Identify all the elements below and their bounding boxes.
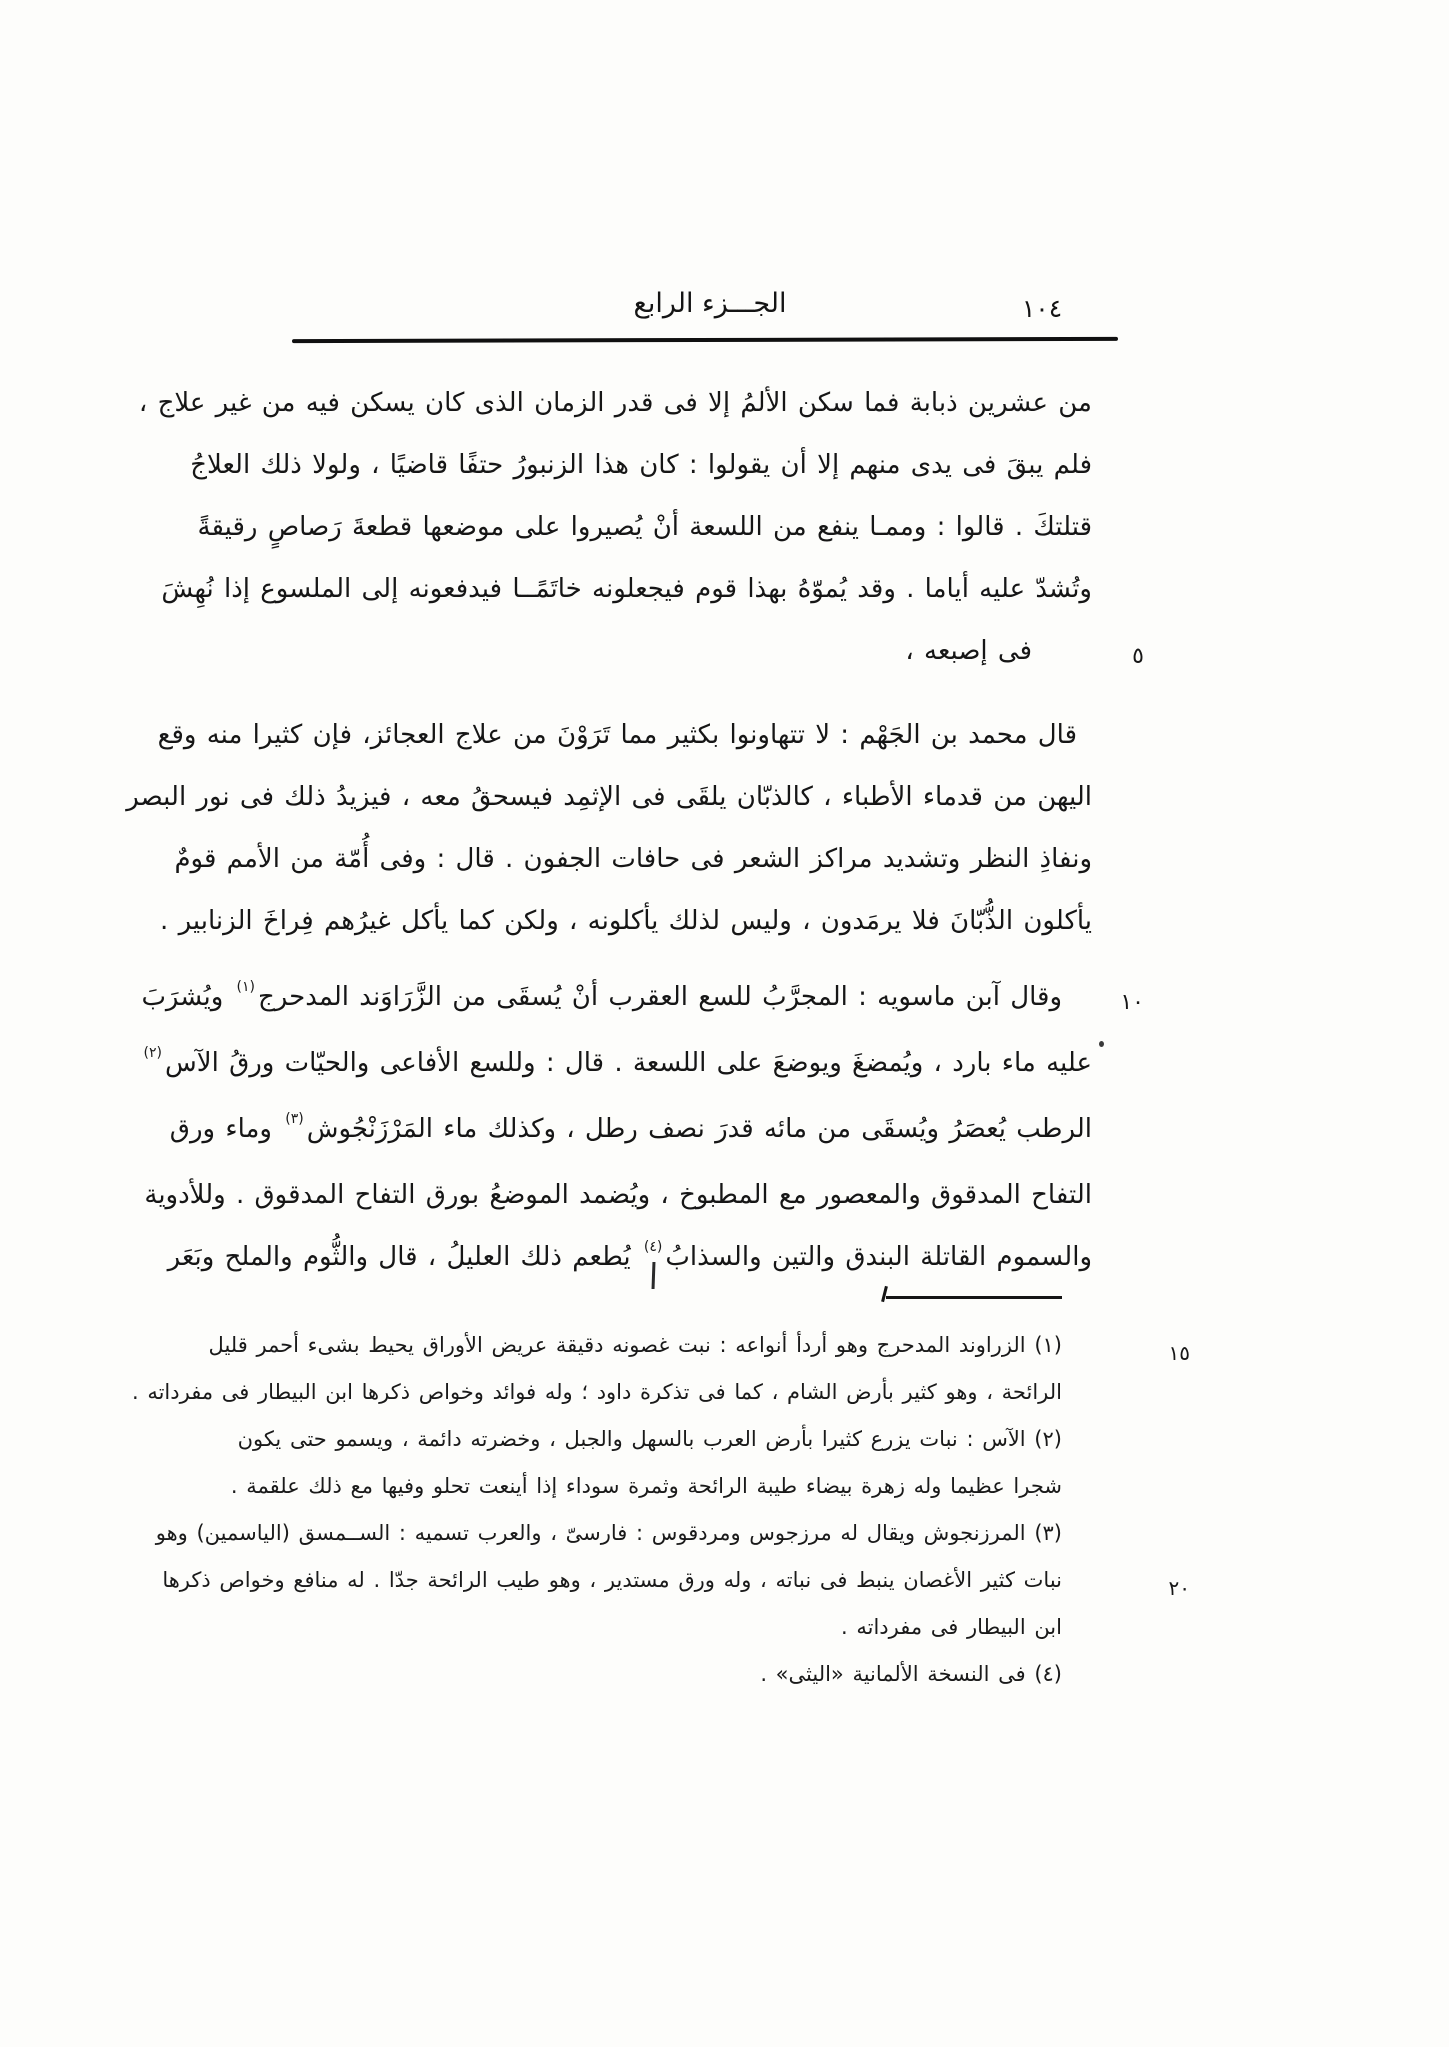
margin-line-number: ١٥ [1168,1341,1190,1365]
print-speck [1099,1041,1104,1047]
footnotes [131,1322,1190,1698]
footnote-line [131,1369,1062,1416]
text-run: والسموم القاتلة البندق والتين والسذابُ [665,1242,1092,1272]
header-rule [292,337,1118,343]
body-line [160,890,1092,952]
margin-line-number: ٥ [1132,644,1144,669]
margin-line-number: ٢٠ [1168,1576,1190,1600]
volume-title: الجـــزء الرابع [633,288,787,319]
body-line [141,966,1144,1032]
body-line [126,766,1092,828]
body-line [143,1032,1092,1098]
text-run: وتُشدّ عليه أياما . وقد يُموّهُ بهذا قوم فيجعلونه خاتَمًــا فيدفعونه إلى الملسوع إذا نُهِشَ [161,574,1092,604]
text-run: فلم يبقَ فى يدى منهم إلا أن يقولوا : كان هذا الزنبورُ حتفًا قاضيًا ، ولولا ذلك العلاجُ [190,450,1092,480]
text-run: عليه ماء بارد ، ويُمضغَ ويوضعَ على اللسعة . قال : وللسع الأفاعى والحيّات ورقُ الآس [165,1048,1092,1078]
text-run: يُطعم ذلك العليلُ ، قال والثُّوم والملح وبَعَر [167,1242,641,1272]
footnote-separator [886,1296,1062,1299]
body-line [197,496,1092,558]
text-run: ونفاذِ النظر وتشديد مراكز الشعر فى حافات الجفون . قال : وفى أُمّة من الأمم قومٌ [174,844,1092,874]
body-line [169,1098,1092,1164]
text-run: اليهن من قدماء الأطباء ، كالذبّان يلقَى فى الإثمِد فيسحقُ معه ، فيزيدُ ذلك فى نور البصر [126,782,1092,812]
paragraph [138,372,1144,682]
body-line [167,1226,1092,1292]
margin-line-number: ١٠ [1120,990,1144,1015]
body-line [174,828,1092,890]
footnote-line [208,1322,1190,1369]
text-run: وماء ورق [169,1114,283,1144]
footnote-line [340,1604,1062,1651]
footnote-marker-sup: (٤) [643,1239,663,1255]
text-run: (١) الزراوند المدحرج وهو أردأ أنواعه : نبت غصونه دقيقة عريض الأوراق يحيط بشىء أحمر قليل [208,1333,1062,1357]
text-run: شجرا عظيما وله زهرة بيضاء طيبة الرائحة وثمرة سوداء إذا أينعت تحلو وفيها مع ذلك علقمة . [230,1474,1062,1498]
paragraph [141,966,1144,1292]
footnote-line [230,1463,1062,1510]
footnote-line [237,1416,1062,1463]
text-run: ويُشرَبَ [141,982,234,1012]
body-line [144,1164,1092,1226]
text-run: فى إصبعه ، [905,636,1032,666]
text-run: الرطب يُعصَرُ ويُسقَى من مائه قدرَ نصف رطل ، وكذلك ماء المَرْزَنْجُوش [306,1114,1092,1144]
paragraph [126,704,1092,952]
footnote-line [155,1510,1062,1557]
text-run: (٤) فى النسخة الألمانية «اليثى» . [760,1662,1062,1686]
body-line [161,558,1092,620]
text-run: الرائحة ، وهو كثير بأرض الشام ، كما فى تذكرة داود ؛ وله فوائد وخواص ذكرها ابن البيطار فى مفرداته . [131,1380,1062,1404]
text-run: نبات كثير الأغصان ينبط فى نباته ، وله ورق مستدير ، وهو طيب الرائحة جدّا . له منافع وخواص ذكرها [162,1568,1062,1592]
text-run: قتلتكَ . قالوا : وممـا ينفع من اللسعة أنْ يُصيروا على موضعها قطعةَ رَصاصٍ رقيقةً [197,512,1092,542]
body-line [138,372,1092,434]
page-number: ١٠٤ [1021,294,1063,323]
text-run: قال محمد بن الجَهْم : لا تتهاونوا بكثير مما تَرَوْنَ من علاج العجائز، فإن كثيرا منه وقع [157,720,1077,750]
footnote-marker-sup: (١) [236,979,255,995]
text-run: يأكلون الذُّبّانَ فلا يرمَدون ، وليس لذلك يأكلونه ، ولكن كما يأكل غيرُهم فِراخَ الزنابير . [160,906,1092,936]
footnote-line [340,1651,1062,1698]
text-run: من عشرين ذبابة فما سكن الألمُ إلا فى قدر الزمان الذى كان يسكن فيه من غير علاج ، [138,388,1092,418]
body-line [157,704,1092,766]
body-line [340,620,1144,682]
body-line [190,434,1092,496]
footnote-line [162,1557,1190,1604]
footnote-marker-sup: (٢) [143,1045,163,1061]
text-run: (٢) الآس : نبات يزرع كثيرا بأرض العرب بالسهل والجبل ، وخضرته دائمة ، ويسمو حتى يكون [237,1427,1062,1451]
body-text [126,372,1144,1292]
text-run: التفاح المدقوق والمعصور مع المطبوخ ، ويُضمد الموضعُ بورق التفاح المدقوق . وللأدوية [144,1180,1092,1210]
text-run: وقال آبن ماسويه : المجرَّبُ للسع العقرب أنْ يُسقَى من الزَّرَاوَند المدحرج [258,982,1062,1012]
text-run: ابن البيطار فى مفرداته . [840,1615,1062,1639]
text-run: (٣) المرزنجوش ويقال له مرزجوس ومردقوس : فارسىّ ، والعرب تسميه : الســمسق (الياسمين) وهو [155,1521,1062,1545]
footnote-marker-sup: (٣) [285,1111,304,1127]
